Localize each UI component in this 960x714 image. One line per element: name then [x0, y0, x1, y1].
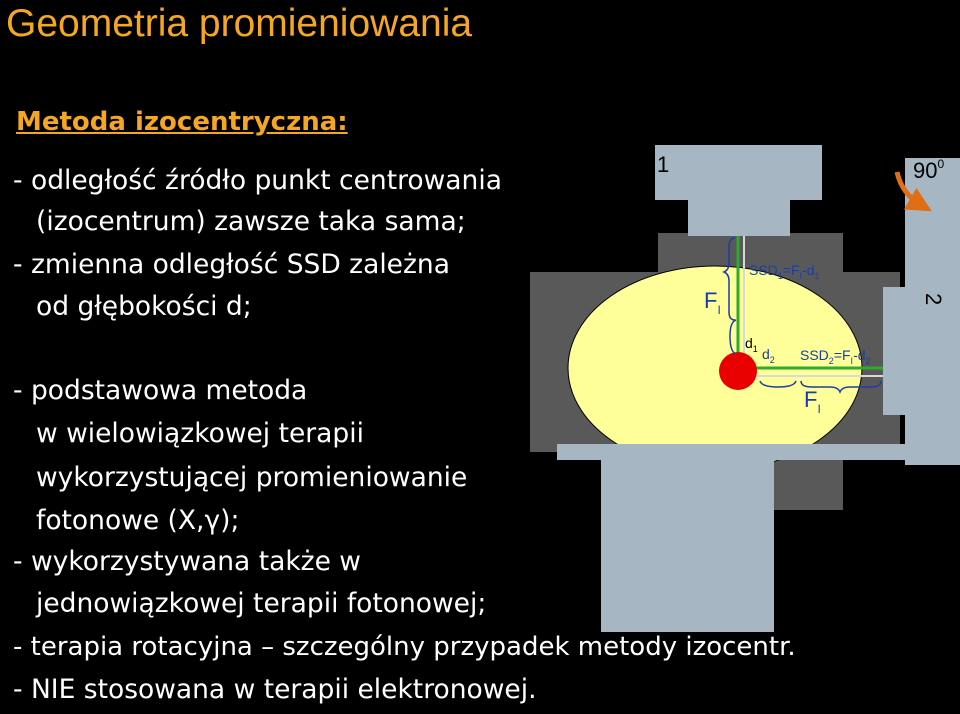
- ssd2-label: $SSD_2=F_I-d_2$: [800, 347, 871, 366]
- couch-top: [557, 444, 960, 460]
- text-line: - wykorzystywana także w: [13, 546, 361, 577]
- text-line: - podstawowa metoda: [13, 375, 308, 406]
- focal-distance-label-top: $F_I$: [704, 288, 721, 317]
- text-line: - odległość źródło punkt centrowania: [13, 165, 502, 196]
- text-line: - terapia rotacyjna – szczególny przypadek metody izocentr.: [13, 632, 796, 662]
- d1-label: $d_1$: [745, 335, 758, 354]
- collimator-position-1: [688, 200, 790, 236]
- text-line: od głębokości d;: [36, 291, 252, 322]
- head-position-2: [905, 158, 960, 465]
- head-position-1: [655, 145, 822, 200]
- text-line: fotonowe (X,γ);: [36, 505, 240, 536]
- text-line: jednowiązkowej terapii fotonowej;: [36, 588, 487, 619]
- couch-base: [601, 460, 774, 632]
- angle-label: $90^0$: [913, 157, 945, 183]
- text-line: - NIE stosowana w terapii elektronowej.: [13, 674, 537, 705]
- ssd1-label: $SSD_1=F_I-d_1$: [749, 262, 820, 281]
- text-line: wykorzystującej promieniowanie: [36, 462, 468, 493]
- page-title: Geometria promieniowania: [6, 2, 473, 45]
- focal-distance-label-right: $F_I$: [804, 387, 821, 416]
- position-2-label: 2: [921, 293, 946, 306]
- d2-label: $d_2$: [762, 346, 775, 365]
- text-line: w wielowiązkowej terapii: [36, 418, 364, 449]
- collimator-position-2: [883, 287, 905, 415]
- position-1-label: 1: [657, 152, 670, 177]
- isocenter-marker: [719, 352, 757, 390]
- section-heading: Metoda izocentryczna:: [16, 107, 348, 137]
- text-line: (izocentrum) zawsze taka sama;: [36, 206, 466, 237]
- text-line: - zmienna odległość SSD zależna: [13, 249, 450, 280]
